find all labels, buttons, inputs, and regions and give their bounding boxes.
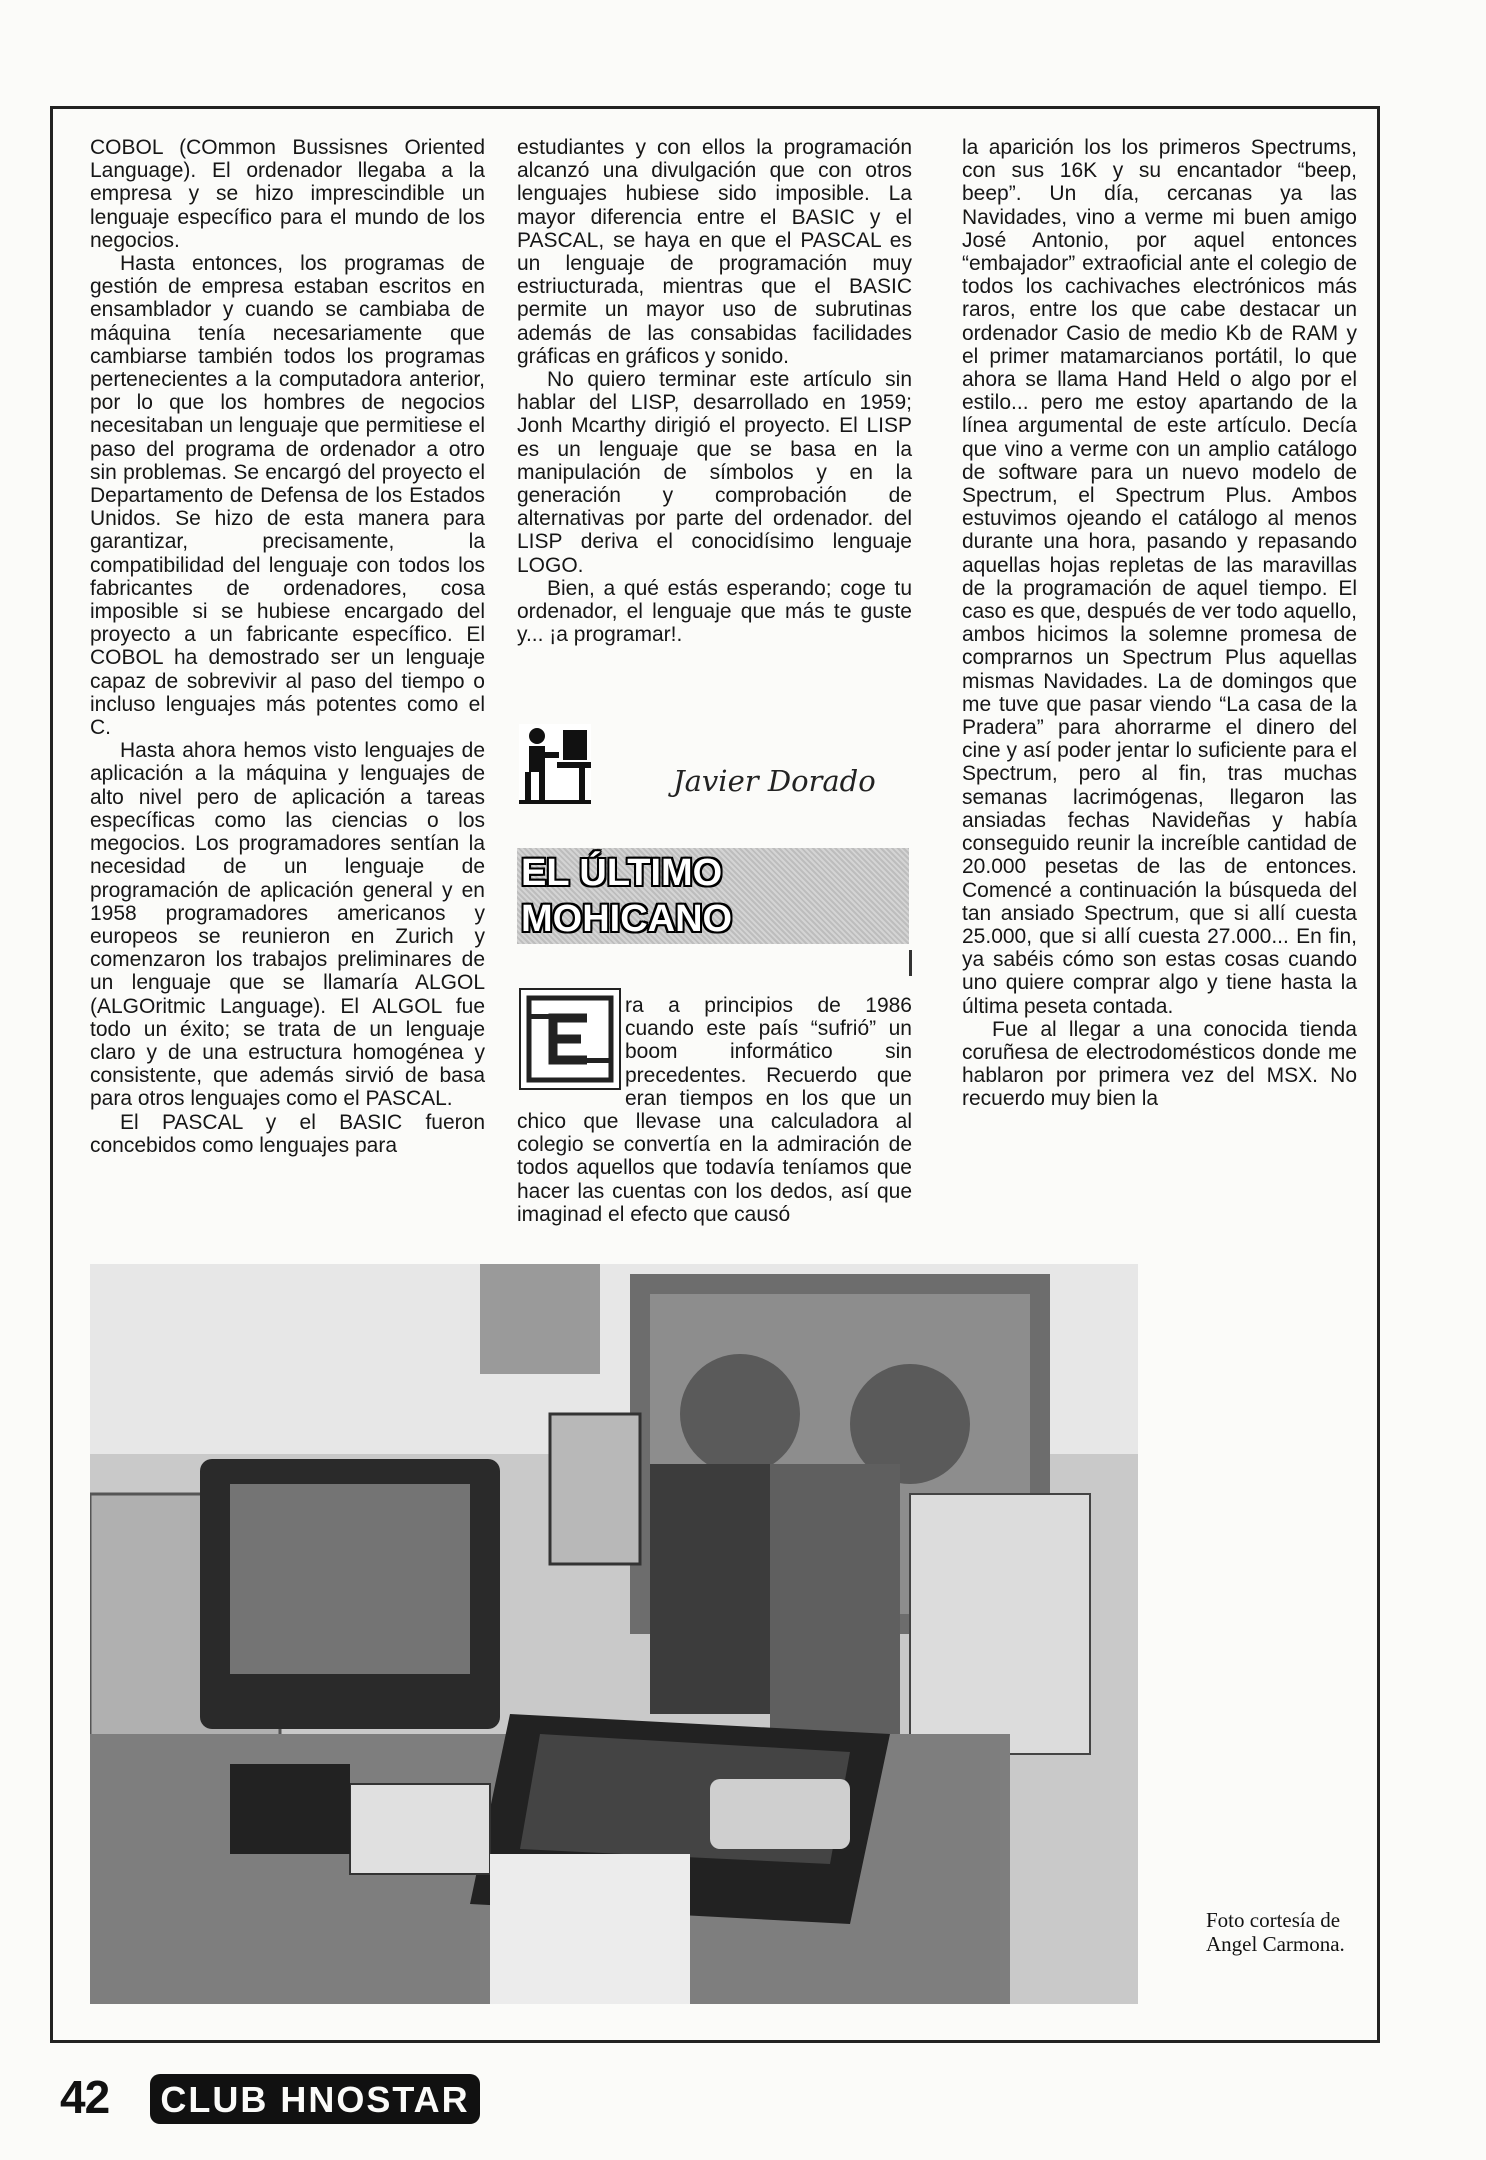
page-frame-bottom — [50, 2040, 1380, 2043]
paragraph: Hasta entonces, los programas de gestión de empresa estaban escritos en ensamblador y cuando se cambiaba de máquina tenía necesariamente que cambiarse también todos los programas pertenecientes a la computadora anterior, por lo que los hombres de negocios necesitaban un lenguaje que permitiese el paso del programa de ordenador a otro sin problemas. Se encargó del proyecto el Departamento de Defensa de los Estados Unidos. Se hizo de esta manera para garantizar, precisamente, la compatibilidad del lenguaje con todos los fabricantes de ordenadores, cosa imposible si se hubiese encargado del proyecto a un fabricante específico. El COBOL ha demostrado ser un lenguaje capaz de sobrevivir al paso del tiempo o incluso lenguajes más potentes como el C. — [90, 252, 485, 740]
title-line-1: EL ÚLTIMO — [521, 852, 723, 894]
person-at-computer-icon — [517, 722, 593, 806]
title-divider — [909, 950, 912, 976]
page-frame-left — [50, 106, 53, 2042]
paragraph: No quiero terminar este artículo sin hablar del LISP, desarrollado en 1959; Jonh Mcarthy dirigió el proyecto. El LISP es un lenguaje que se basa en la manipulación de símbolos y en la generación y comprobación de alternativas por parte del ordenador. del LISP deriva el conocidísimo lenguaje LOGO. — [517, 368, 912, 577]
author-name: Javier Dorado — [673, 764, 876, 798]
paragraph: Hasta ahora hemos visto lenguajes de aplicación a la máquina y lenguajes de alto nivel pero de aplicación a tareas específicas como las ciencias o los megocios. Los programadores sentían la necesidad de un lenguaje de programación de aplicación general y en 1958 programadores americanos y europeos se reunieron en Zurich y comenzaron los trabajos preliminares de un lenguaje que se llamaría ALGOL (ALGOritmic Language). El ALGOL fue todo un éxito; se trata de un lenguaje claro y de una estructura homogénea y consistente, que además sirvió de basa para otros lenguajes como el PASCAL. — [90, 739, 485, 1111]
dropcap-space — [517, 994, 625, 1094]
title-line-2: MOHICANO — [521, 898, 733, 940]
page-frame-right — [1377, 106, 1380, 2042]
photo-room-msx — [90, 1264, 1138, 2004]
photo-caption: Foto cortesía de Angel Carmona. — [1206, 1908, 1345, 1956]
article-column-1 — [90, 136, 485, 1216]
page-number: 42 — [60, 2071, 110, 2123]
article-column-2 — [517, 136, 912, 696]
story-title — [517, 848, 909, 944]
paragraph: la aparición los los primeros Spectrums, con sus 16K y su encantador “beep, beep”. Un día, cercanas ya las Navidades, vino a verme mi buen amigo José Antonio, por aquel entonces “embajador” extraoficial ante el colegio de todos los cachivaches electrónicos más raros, entre los que cabe destacar un ordenador Casio de medio Kb de RAM y el primer matamarcianos portátil, lo que ahora se llama Hand Held o algo por el estilo... pero me estoy apartando de la línea argumental de este artículo. Decía que vino a verme con un amplio catálogo de software para un nuevo modelo de Spectrum, el Spectrum Plus. Ambos estuvimos ojeando el catálogo al menos durante una hora, pasando y repasando aquellas hojas repletas de las maravillas de la programación de aquel tiempo. El caso es que, después de ver todo aquello, ambos hicimos la solemne promesa de comprarnos un Spectrum Plus aquellas mismas Navidades. La de domingos que me tuve que pasar viendo “La casa de la Pradera” para ahorrarme el dinero del cine y así poder jentar lo suficiente para el Spectrum, pero al fin, tras muchas semanas lacrimógenas, llegaron las ansiadas fechas Navideñas y había conseguido reunir la increíble cantidad de 20.000 pesetas de las de entonces. Comencé a continuación la búsqueda del tan ansiado Spectrum, que si allí cuesta 25.000, que si allí cuesta 27.000... En fin, ya sabéis cómo son estas cosas cuando uno quiere comprar algo y tiene hasta la última peseta contada. — [962, 136, 1357, 1018]
paragraph: COBOL (COmmon Bussisnes Oriented Language). El ordenador llegaba a la empresa y se hizo imprescindible un lenguaje específico para el mundo de los negocios. — [90, 136, 485, 252]
svg-text:CLUB HNOSTAR: CLUB HNOSTAR — [160, 2079, 470, 2120]
paragraph: Bien, a qué estás esperando; coge tu ordenador, el lenguaje que más te guste y... ¡a programar!. — [517, 576, 912, 647]
page-frame-top — [50, 106, 1380, 109]
paragraph: estudiantes y con ellos la programación alcanzó una divulgación que con otros lenguajes hubiese sido imposible. La mayor diferencia entre el BASIC y el PASCAL, se haya en que el PASCAL es un lenguaje de programación muy estriucturada, mientras que el BASIC permite un mayor uso de subrutinas además de las consabidas facilidades gráficas en gráficos y sonido. — [517, 136, 912, 368]
paragraph: El PASCAL y el BASIC fueron concebidos como lenguajes para — [90, 1110, 485, 1157]
paragraph — [517, 994, 912, 1226]
club-hnostar-logo-icon — [150, 2068, 480, 2130]
paragraph: Fue al llegar a una conocida tienda coruñesa de electrodomésticos donde me hablaron por primera vez del MSX. No recuerdo muy bien la — [962, 1017, 1357, 1111]
story-column-3 — [962, 136, 1357, 1216]
author-signature — [517, 718, 912, 808]
photo-room-msx-icon — [90, 1264, 1138, 2004]
story-intro-text: ra a principios de 1986 cuando este país “sufrió” un boom informático sin precedentes. Recuerdo que eran tiempos en los que un chico que llevase una calculadora al colegio se convertía en la admiración de todos aquellos que todavía teníamos que hacer las cuentas con los dedos, así que imaginad el efecto que causó — [517, 994, 912, 1226]
story-intro — [517, 994, 912, 1226]
